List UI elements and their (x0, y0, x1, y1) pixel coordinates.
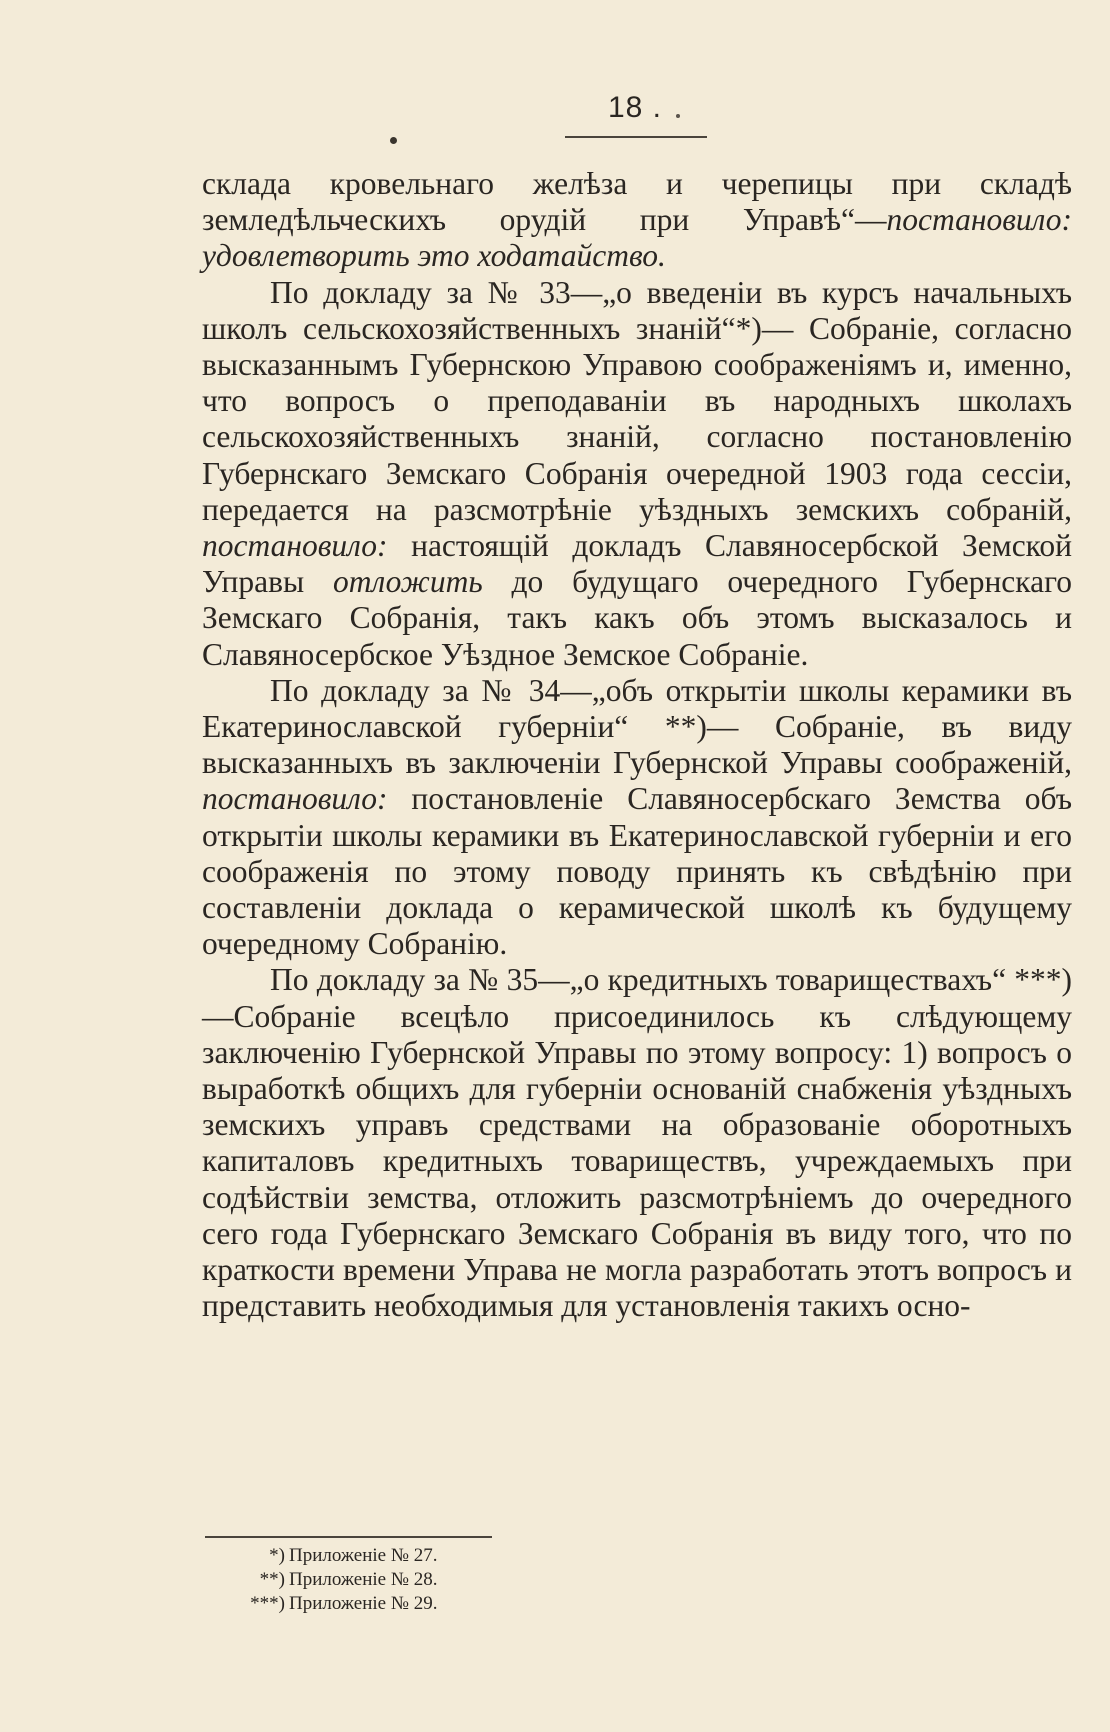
footnote-text: Приложеніе № 29. (289, 1593, 438, 1614)
text-run: настоящій докладъ Славяносербской Земской Управы (202, 528, 1072, 600)
text-run: По докладу за № 33—„о введеніи въ курсъ начальныхъ школъ сельскохозяйственныхъ знаній“*)— Собраніе, согласно высказаннымъ Губернскою Управою соображеніямъ и, именно, что вопросъ о преподаваніи въ народныхъ школахъ сельскохозяйственныхъ знаній, согласно постановленію Губернскаго Земскаго Собранія очередной 1903 года сессіи, передается на разсмотрѣніе уѣздныхъ земскихъ собраній, (202, 274, 1072, 527)
text-run: По докладу за № 35—„о кредитныхъ товариществахъ“ ***)—Собраніе всецѣло присоединилось къ слѣдующему заключенію Губернской Управы по этому вопросу: 1) вопросъ о выработкѣ общихъ для губерніи основаній снабженія уѣздныхъ земскихъ управъ средствами на образованіе оборотныхъ капиталовъ кредитныхъ товариществъ, учреждаемыхъ при содѣйствіи земства, отложить разсмотрѣніемъ до очередного сего года Губернскаго Земскаго Собранія въ виду того, что по краткости времени Управа не могла разработать этотъ вопросъ и представить необходимыя для установленія такихъ осно- (202, 962, 1072, 1324)
footnotes (205, 1544, 495, 1616)
footnote (205, 1544, 495, 1568)
footnote (205, 1592, 495, 1616)
italic-text-run: постановило: удовлетворить это ходатайство. (202, 202, 1072, 274)
text-run: По докладу за № 34—„объ открытіи школы керамики въ Екатеринославской губерніи“ **)— Собраніе, въ виду высказанныхъ въ заключеніи Губернской Управы соображеній, (202, 672, 1072, 781)
footnote (205, 1568, 495, 1592)
footnote-marker: **) (259, 1569, 285, 1590)
paragraph (202, 673, 1072, 963)
italic-text-run: отложить (332, 564, 483, 600)
header-rule (565, 136, 707, 138)
paragraph (202, 166, 1072, 275)
paragraph (202, 962, 1072, 1324)
text-run: постановленіе Славяносербскаго Земства объ открытіи школы керамики въ Екатеринославской губерніи и его соображенія по этому поводу принять къ свѣдѣнію при составленіи доклада о керамической школѣ къ будущему очередному Собранію. (202, 781, 1072, 962)
text-run: склада кровельнаго желѣза и черепицы при складѣ земледѣльческихъ орудій при Управѣ“— (202, 166, 1072, 238)
ink-speck (676, 114, 680, 118)
text-run: до будущаго очередного Губернскаго Земскаго Собранія, такъ какъ объ этомъ высказалось и Славяносербское Уѣздное Земское Собраніе. (202, 564, 1072, 672)
body-text (202, 166, 1072, 1325)
footnote-text: Приложеніе № 27. (289, 1545, 438, 1566)
footnote-rule (205, 1536, 492, 1538)
footnote-text: Приложеніе № 28. (289, 1569, 438, 1590)
italic-text-run: постановило: (202, 781, 388, 817)
paragraph (202, 275, 1072, 673)
footnote-marker: ***) (250, 1593, 285, 1614)
footnote-marker: *) (269, 1545, 285, 1566)
ink-speck (390, 137, 397, 144)
page-number: 18 . (607, 91, 663, 124)
italic-text-run: постановило: (202, 528, 388, 564)
